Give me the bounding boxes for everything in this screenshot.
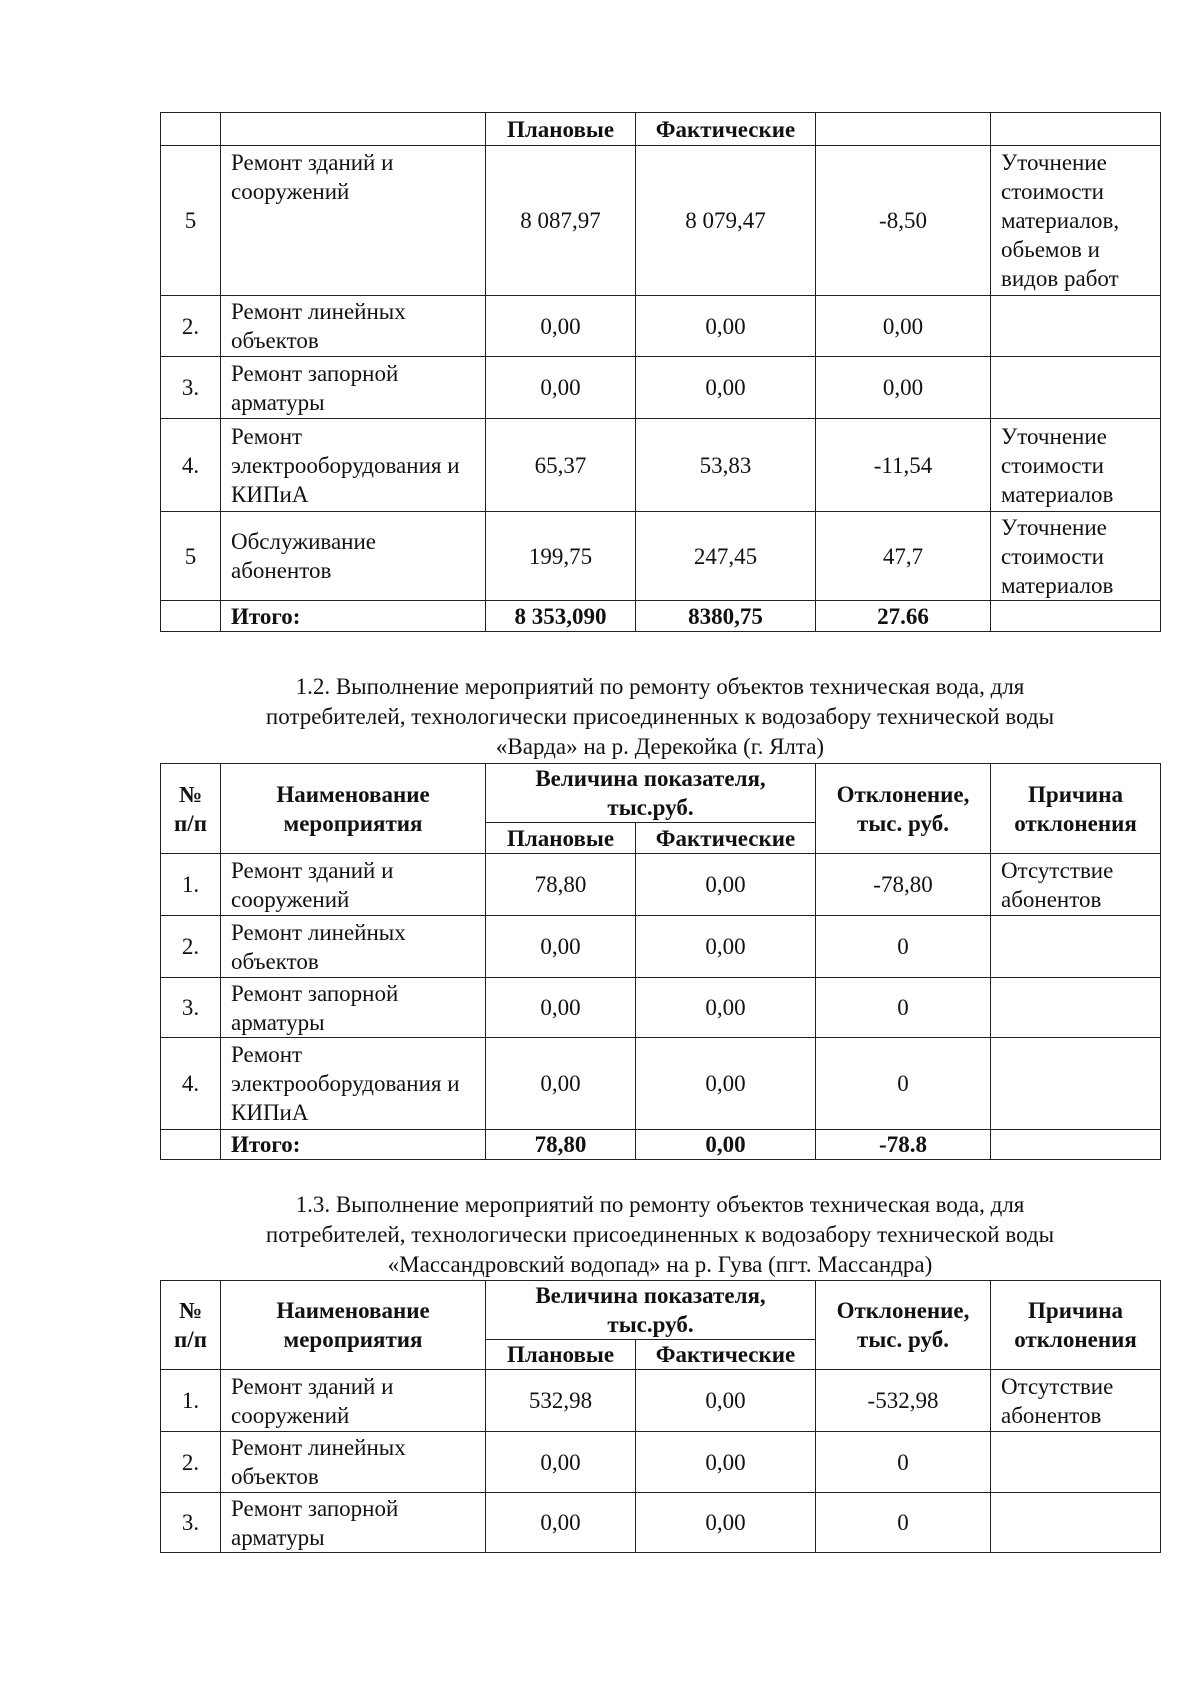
column-name: Наименование мероприятия xyxy=(221,1281,486,1370)
table-row: 1. Ремонт зданий и сооружений 532,98 0,00 -532,98 Отсутствие абонентов xyxy=(161,1370,1161,1432)
column-deviation: Отклонение, тыс. руб. xyxy=(816,1281,991,1370)
section-1-2-heading: 1.2. Выполнение мероприятий по ремонту объектов техническая вода, для потребителей, технологически присоединенных к водозабору технической воды «Варда» на р. Дерекойка (г. Ялта) xyxy=(265,674,1055,759)
column-planned: Плановые xyxy=(486,113,636,146)
table-row: 4. Ремонт электрооборудования и КИПиА 0,00 0,00 0 xyxy=(161,1038,1161,1130)
table1-subheader-row xyxy=(161,113,1161,146)
table-row: 5 Обслуживание абонентов 199,75 247,45 47,7 Уточнение стоимости материалов xyxy=(161,512,1161,601)
table-header-row xyxy=(161,1281,1161,1340)
table-row: 5 Ремонт зданий и сооружений 8 087,97 8 079,47 -8,50 Уточнение стоимости материалов, обьемов и видов работ xyxy=(161,146,1161,296)
column-actual: Фактические xyxy=(636,823,816,854)
table-row: 1. Ремонт зданий и сооружений 78,80 0,00 -78,80 Отсутствие абонентов xyxy=(161,854,1161,916)
total-row: Итого: 78,80 0,00 -78.8 xyxy=(161,1130,1161,1160)
column-value: Величина показателя, тыс.руб. xyxy=(486,764,816,823)
table-varda xyxy=(160,763,1161,1160)
column-actual: Фактические xyxy=(636,1340,816,1370)
column-name: Наименование мероприятия xyxy=(221,764,486,854)
table-row: 3. Ремонт запорной арматуры 0,00 0,00 0,00 xyxy=(161,357,1161,419)
table-header-row xyxy=(161,764,1161,823)
total-row: Итого: 8 353,090 8380,75 27.66 xyxy=(161,601,1161,632)
table-row: 2. Ремонт линейных объектов 0,00 0,00 0 xyxy=(161,1432,1161,1493)
column-num: № п/п xyxy=(161,1281,221,1370)
column-actual: Фактические xyxy=(636,113,816,146)
column-planned: Плановые xyxy=(486,1340,636,1370)
column-planned: Плановые xyxy=(486,823,636,854)
column-deviation: Отклонение, тыс. руб. xyxy=(816,764,991,854)
table-row: 4. Ремонт электрооборудования и КИПиА 65,37 53,83 -11,54 Уточнение стоимости материалов xyxy=(161,419,1161,512)
column-reason: Причина отклонения xyxy=(991,1281,1161,1370)
table-row: 3. Ремонт запорной арматуры 0,00 0,00 0 xyxy=(161,978,1161,1038)
table-repair-continuation xyxy=(160,112,1161,632)
table-row: 2. Ремонт линейных объектов 0,00 0,00 0,00 xyxy=(161,296,1161,357)
section-1-3-heading: 1.3. Выполнение мероприятий по ремонту объектов техническая вода, для потребителей, технологически присоединенных к водозабору технической воды «Массандровский водопад» на р. Гува (пгт. Массандра) xyxy=(265,1192,1055,1277)
table-massandra xyxy=(160,1280,1161,1553)
table-row: 3. Ремонт запорной арматуры 0,00 0,00 0 xyxy=(161,1493,1161,1553)
table-row: 2. Ремонт линейных объектов 0,00 0,00 0 xyxy=(161,916,1161,978)
column-num: № п/п xyxy=(161,764,221,854)
column-reason: Причина отклонения xyxy=(991,764,1161,854)
column-value: Величина показателя, тыс.руб. xyxy=(486,1281,816,1340)
